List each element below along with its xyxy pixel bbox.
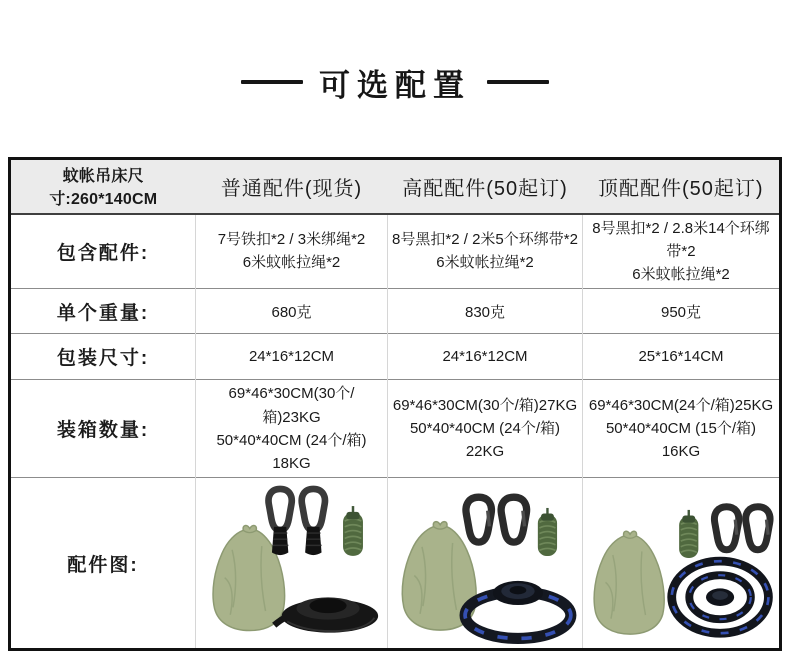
included-top-cell: [583, 214, 781, 289]
included-standard-cell: [196, 214, 388, 289]
photo-high-cell: [388, 478, 583, 650]
carabiner-strap-icon: [302, 489, 325, 555]
row-label-weight: 单个重量:: [10, 289, 196, 334]
package-top-cell: 25*16*14CM: [583, 334, 781, 380]
package-high-cell: 24*16*12CM: [388, 334, 583, 380]
carton-top-cell: [583, 380, 781, 478]
cell-line: 69*46*30CM(30个/箱)23KG: [228, 385, 355, 426]
rope-coil-icon: [679, 510, 698, 558]
row-label-package: 包装尺寸:: [10, 334, 196, 380]
row-label-carton: 装箱数量:: [10, 380, 196, 478]
table-header-row: [10, 159, 781, 214]
title-dash-right: [487, 80, 549, 84]
cell-line: 8号黑扣*2 / 2.8米14个环绑带*2: [592, 219, 770, 260]
spec-table: [8, 157, 782, 651]
included-high-cell: [388, 214, 583, 289]
stuff-sack-icon: [594, 532, 664, 635]
black-strap-icon: [274, 598, 378, 633]
cell-line: 6米蚊帐拉绳*2: [632, 266, 730, 283]
column-header-top: 顶配配件(50起订): [583, 159, 781, 214]
hammock-size-header: 蚊帐吊床尺寸:260*140CM: [10, 159, 196, 214]
cell-line: 50*40*40CM (24个/箱) 18KG: [216, 431, 367, 472]
unit-weight-row: [10, 289, 781, 334]
weight-top-cell: 950克: [583, 289, 781, 334]
top-kit-photo: [585, 479, 777, 647]
cell-line: 69*46*30CM(30个/箱)27KG: [392, 396, 578, 414]
cell-line: 6米蚊帐拉绳*2: [436, 254, 534, 272]
high-kit-photo: [389, 479, 581, 647]
row-label-photo: 配件图:: [10, 478, 196, 650]
page-title: 可选配置: [319, 67, 471, 103]
cell-line: 6米蚊帐拉绳*2: [242, 254, 341, 272]
cell-line: 69*46*30CM(24个/箱)25KG: [588, 396, 774, 414]
carton-quantity-row: [10, 380, 781, 478]
column-header-high: 高配配件(50起订): [388, 159, 583, 214]
included-accessories-row: [10, 214, 781, 289]
rope-coil-icon: [343, 506, 363, 556]
page-header: [0, 0, 790, 150]
weight-standard-cell: 680克: [196, 289, 388, 334]
carton-high-cell: [388, 380, 583, 478]
cell-line: 8号黑扣*2 / 2米5个环绑带*2: [392, 231, 578, 249]
cell-line: 7号铁扣*2 / 3米绑绳*2: [217, 231, 366, 249]
cell-line: 50*40*40CM (24个/箱) 22KG: [409, 420, 561, 461]
carabiner-icon: [714, 507, 738, 550]
package-size-row: [10, 334, 781, 380]
carabiner-icon: [466, 497, 491, 542]
title-dash-left: [241, 80, 303, 84]
row-label-included: 包含配件:: [10, 214, 196, 289]
photo-top-cell: [583, 478, 781, 650]
standard-kit-photo: [196, 479, 388, 647]
daisy-chain-strap-icon: [465, 581, 571, 639]
carabiner-icon: [501, 497, 526, 542]
package-standard-cell: 24*16*12CM: [196, 334, 388, 380]
weight-high-cell: 830克: [388, 289, 583, 334]
photo-standard-cell: [196, 478, 388, 650]
column-header-standard: 普通配件(现货): [196, 159, 388, 214]
carton-standard-cell: [196, 380, 388, 478]
cell-line: 50*40*40CM (15个/箱) 16KG: [605, 420, 757, 461]
carabiner-icon: [746, 507, 770, 550]
accessories-photo-row: [10, 478, 781, 650]
rope-coil-icon: [538, 508, 557, 556]
daisy-chain-spiral-icon: [672, 561, 769, 633]
